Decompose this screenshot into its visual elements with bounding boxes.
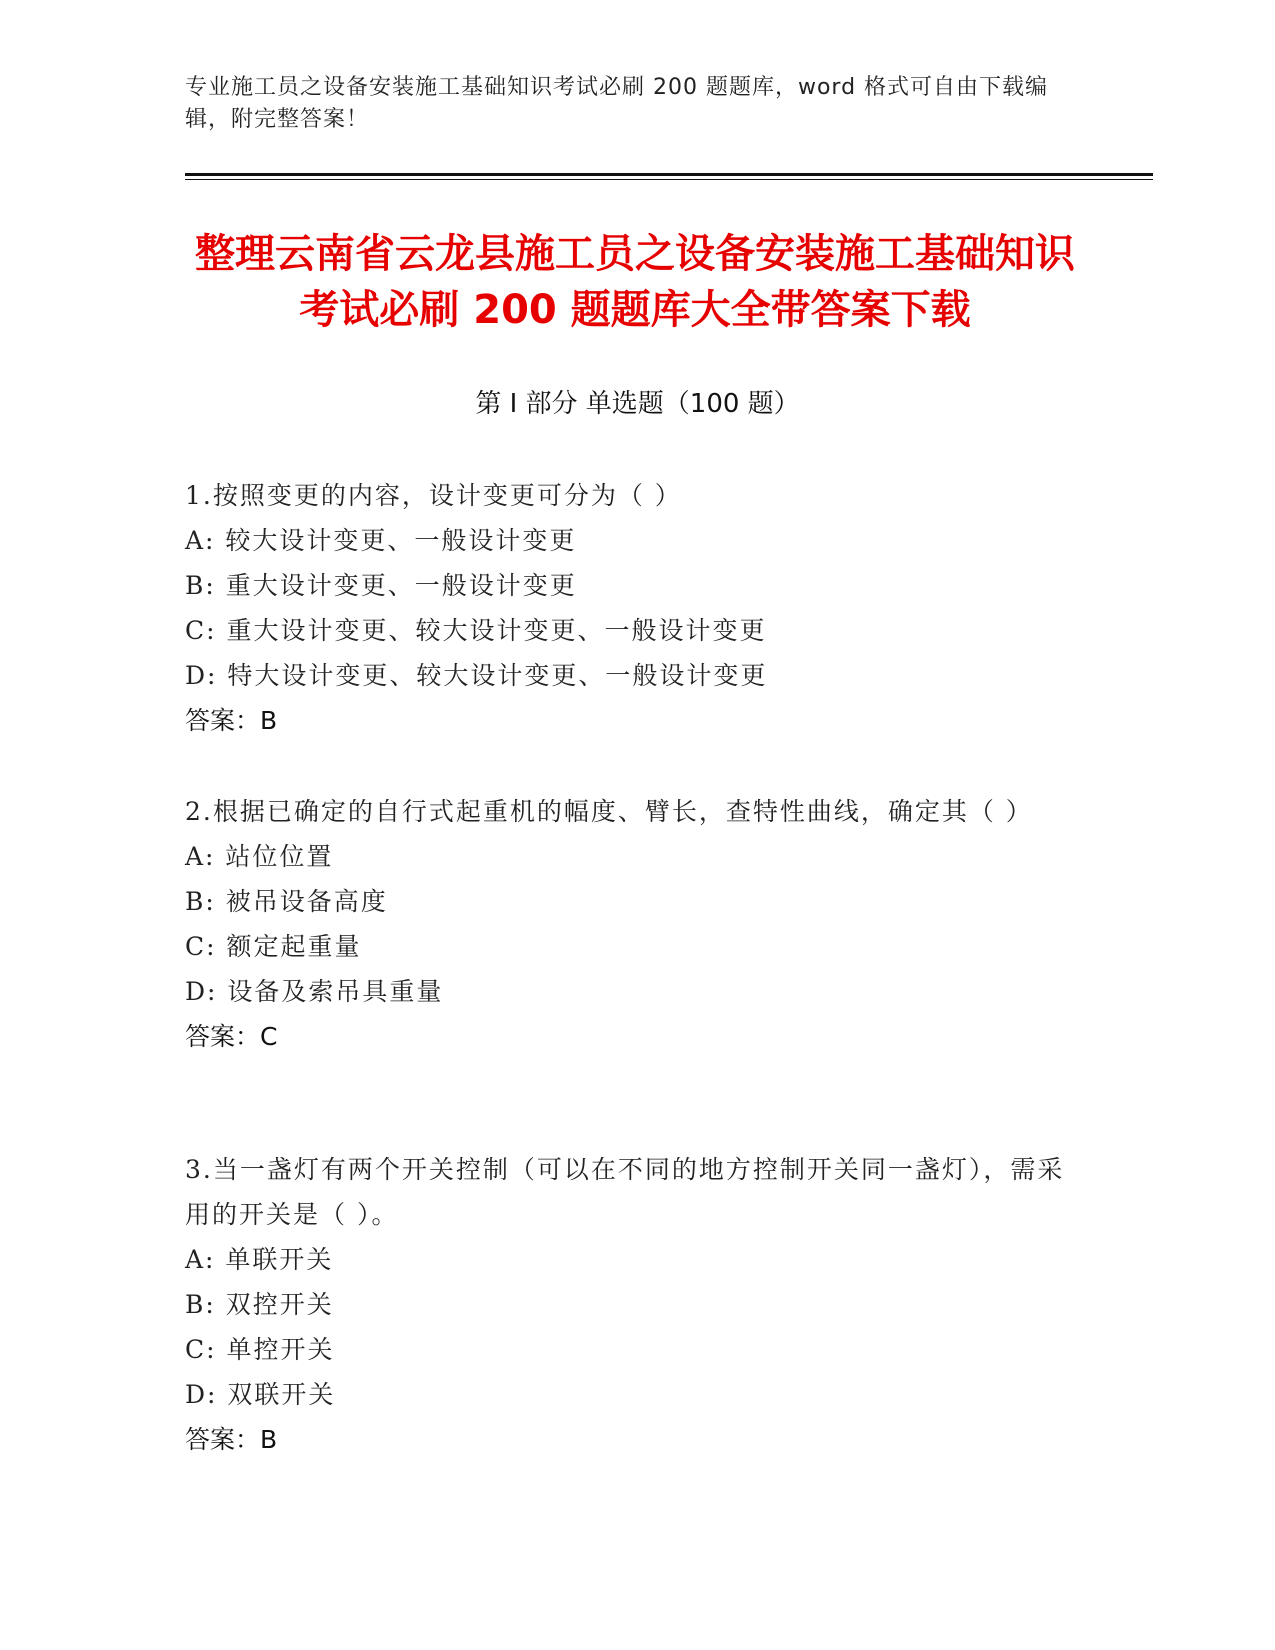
option-d: D: 设备及索吊具重量 (185, 977, 444, 1006)
question-3 (185, 1147, 1065, 1462)
option-d: D: 特大设计变更、较大设计变更、一般设计变更 (185, 661, 768, 690)
option-b: B: 被吊设备高度 (185, 887, 388, 916)
answer: 答案：C (185, 1022, 278, 1051)
question-stem: 2.根据已确定的自行式起重机的幅度、臂长，查特性曲线，确定其（ ） (185, 797, 1033, 826)
option-c: C: 重大设计变更、较大设计变更、一般设计变更 (185, 616, 767, 645)
option-a: A: 单联开关 (185, 1245, 334, 1274)
header-rule-thin (185, 179, 1153, 180)
document-title: 整理云南省云龙县施工员之设备安装施工基础知识考试必刷 200 题题库大全带答案下载 (195, 231, 1075, 333)
question-stem: 1.按照变更的内容，设计变更可分为（ ） (185, 481, 682, 510)
question-1 (185, 473, 1065, 743)
option-d: D: 双联开关 (185, 1380, 336, 1409)
option-c: C: 额定起重量 (185, 932, 362, 961)
section-heading: 第 I 部分 单选题（100 题） (475, 389, 800, 419)
question-stem: 3.当一盏灯有两个开关控制（可以在不同的地方控制开关同一盏灯），需采用的开关是（ ）。 (185, 1155, 1065, 1229)
answer: 答案：B (185, 706, 278, 735)
option-a: A: 较大设计变更、一般设计变更 (185, 526, 577, 555)
option-a: A: 站位位置 (185, 842, 334, 871)
option-c: C: 单控开关 (185, 1335, 335, 1364)
option-b: B: 双控开关 (185, 1290, 334, 1319)
option-b: B: 重大设计变更、一般设计变更 (185, 571, 577, 600)
header-note: 专业施工员之设备安装施工基础知识考试必刷 200 题题库，word 格式可自由下载编辑，附完整答案！ (185, 75, 1049, 132)
question-2 (185, 789, 1065, 1059)
answer: 答案：B (185, 1425, 278, 1454)
header-rule-thick (185, 173, 1153, 176)
